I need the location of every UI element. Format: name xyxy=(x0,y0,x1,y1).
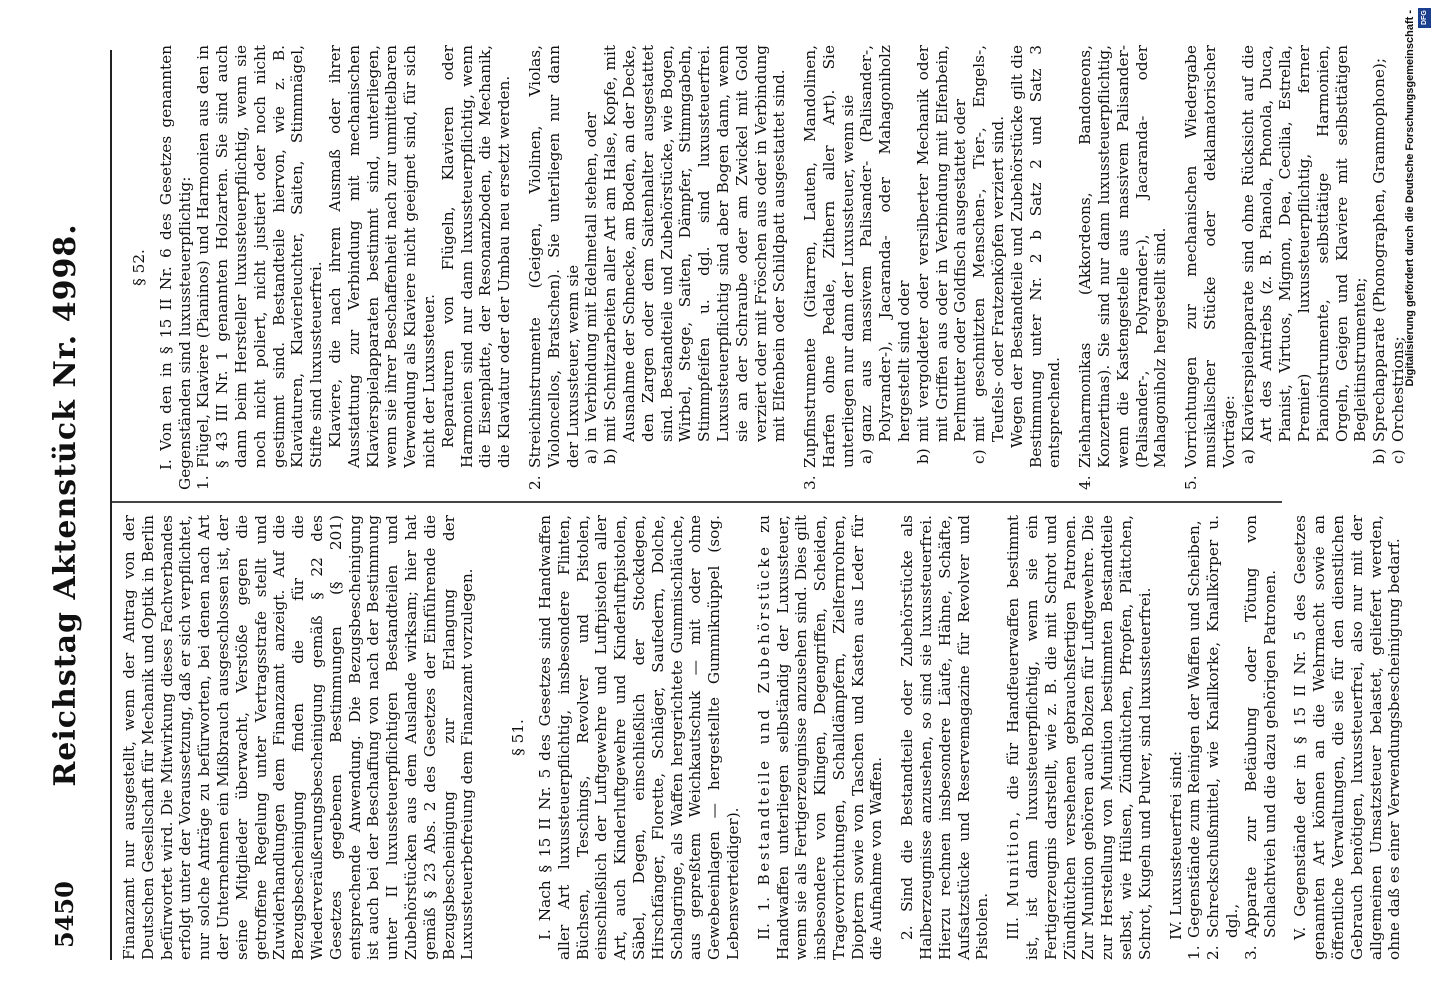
sub-item xyxy=(1370,45,1389,490)
sub-item-letter: a) xyxy=(1238,448,1257,464)
paragraph-iv-intro: IV. Luxussteuerfrei sind: xyxy=(1166,750,1185,940)
sub-item-letter: b) xyxy=(1370,448,1389,464)
list-item-number: 5. xyxy=(1182,475,1201,490)
list-item xyxy=(1204,515,1242,960)
sub-item xyxy=(970,45,1008,490)
dfg-logo-icon: DFG xyxy=(1418,8,1431,28)
sub-item xyxy=(1239,45,1371,490)
sub-item-text: Sprechapparate (Phonographen, Grammophone); xyxy=(1370,57,1389,442)
list-item-text: Vorrichtungen zur mechanischen Wiedergabe musikalischer Stücke oder deklamatorischer Vorträge: xyxy=(1182,45,1238,468)
list-item-text: Gegenstände zum Reinigen der Waffen und Scheiben, xyxy=(1185,520,1204,938)
header-rule xyxy=(110,50,112,960)
list-item-text: Apparate zur Betäubung oder Tötung von Schlachtvieh und die dazu gehörigen Patronen. xyxy=(1241,515,1279,938)
list-item-text: Zupfinstrumente (Gitarren, Lauten, Mandolinen, Harfen ohne Pedale, Zithern aller Art). Sie unterliegen nur dann der Luxussteuer, wenn sie xyxy=(801,45,857,468)
page-header xyxy=(38,50,108,960)
list-item-text: Schreckschußmittel, wie Knallkorke, Knallkörper u. dgl., xyxy=(1204,515,1242,938)
list-item-1 xyxy=(194,45,326,490)
list-item-number: 2. xyxy=(1204,945,1223,960)
paragraph-ii-1-rest: zu Handwaffen unterliegen selbständig der Luxussteuer, wenn sie als Fertigerzeugnisse anzusehen sind. Dies gilt insbesondere von Klingen, Degengriffen, Scheiden, Tragevorrichtungen, Schalldämpfern, Zielfernrohren, Dioptern sowie von Taschen und Kasten aus Leder für die Aufnahme von Waffen. xyxy=(754,515,886,960)
list-item xyxy=(1242,515,1280,960)
list-item-text: Flügel, Klaviere (Pianinos) und Harmonien aus den in § 43 III Nr. 1 genannten Holzarten. Sie sind auch dann beim Hersteller luxussteuerpflichtig, wenn sie noch nicht poliert, nicht justiert oder noch nicht gestimmt sind. Bestandteile hiervon, wie z. B. Klaviaturen, Klavierleuchter, Saiten, Stimmnägel, Stifte sind luxussteuerfrei. xyxy=(194,45,326,468)
digitization-watermark xyxy=(1400,10,1428,990)
list-item-number: 3. xyxy=(1241,945,1260,960)
paragraph-iii xyxy=(1004,515,1154,960)
list-item-number: 1. xyxy=(194,475,213,490)
paragraph-ii-1 xyxy=(755,515,887,960)
list-item-text: Streichinstrumente (Geigen, Violinen, Violas, Violoncellos, Bratschen). Sie unterliegen nur dann der Luxussteuer, wenn sie xyxy=(525,45,582,468)
list-item-3-paragraph-2: Wegen der Bestandteile und Zubehörstücke gilt die Bestimmung unter Nr. 2 b Satz 2 und Satz 3 entsprechend. xyxy=(1007,45,1064,468)
list-item-4 xyxy=(1076,45,1170,490)
sub-item-text: Orchestrions; xyxy=(1389,336,1407,442)
paragraph-iii-rest: die für Handfeuerwaffen bestimmt ist, ist dann luxussteuerpflichtig, wenn sie ein Fertigerzeugnis darstellt, wie z. B. die mit Schrot und Zündhütchen versehenen gebrauchsfertigen Patronen. Zur Munition gehören auch Bolzen für Luftgewehre. Die zur Herstellung von Munition bestimmten Bestandteile selbst, wie Hülsen, Zündhütchen, Pfropfen, Plättchen, Schrot, Kugeln und Pulver, sind luxussteuerfrei. xyxy=(1004,515,1154,960)
list-item-2 xyxy=(526,45,582,490)
page-title: Reichstag Aktenstück Nr. 4998. xyxy=(48,223,83,787)
list-item-1-paragraph-2: Klaviere, die nach ihrem Ausmaß oder ihrer Ausstattung zur Verbindung mit mechanischen Klavierspielapparaten bestimmt sind, unterliegen, wenn sie ihrer Beschaffenheit nach zur unmittelbaren Verwendung als Klaviere nicht geeignet sind, für sich nicht der Luxussteuer. xyxy=(325,45,438,468)
paragraph-iii-spaced: Munition, xyxy=(1004,809,1023,908)
list-item-3 xyxy=(801,45,857,490)
sub-item xyxy=(857,45,913,490)
list-item-text: Ziehharmonikas (Akkordeons, Bandoneons, Konzertinas). Sie sind nur dann luxussteuerpflichtig, wenn die Kastengestelle aus massivem Palisander- (Palisander-, Polyrander-), Jacaranda- oder Mahagoniholz hergestellt sind. xyxy=(1076,45,1170,468)
watermark-text: Digitalisierung gefördert durch die Deutsche Forschungsgemeinschaft - xyxy=(1404,10,1416,387)
section-heading-51: § 51. xyxy=(509,719,528,756)
paragraph-iii-lead: III. xyxy=(1004,917,1023,940)
paragraph-ii-1-lead: II. 1. xyxy=(754,896,773,940)
sub-item-letter: a) xyxy=(582,448,601,464)
paragraph-v: V. Gegenstände der in § 15 II Nr. 5 des Gesetzes genannten Art können an die Wehrmacht sowie an öffentliche Verwaltungen, die sie für den dienstlichen Gebrauch benötigen, luxussteuerfrei, also nur mit der allgemeinen Umsatzsteuer belastet, geliefert werden, ohne daß es einer Verwendungsbescheinigung bedarf. xyxy=(1291,515,1404,960)
sub-item xyxy=(601,45,789,490)
list-item-number: 3. xyxy=(801,475,820,490)
paragraph-52-intro: I. Von den in § 15 II Nr. 6 des Gesetzes genannten Gegenständen sind luxussteuerpflichtig: xyxy=(156,45,194,490)
right-column xyxy=(120,45,1408,490)
sub-item-text: mit vergoldeter oder versilberter Mechanik oder mit Griffen aus oder in Verbindung mit Elfenbein, Perlmutter oder Goldfisch ausgestattet oder xyxy=(913,45,970,442)
paragraph-ii-2: 2. Sind die Bestandteile oder Zubehörstücke als Halberzeugnisse anzusehen, so sind sie luxussteuerfrei. Hierzu rechnen insbesondere Läufe, Hähne, Schäfte, Aufsatzstücke und Reservemagazine für Revolver und Pistolen. xyxy=(898,515,992,960)
sub-item xyxy=(914,45,970,490)
column-divider xyxy=(112,501,1282,503)
paragraph-i: I. Nach § 15 II Nr. 5 des Gesetzes sind Handwaffen aller Art luxussteuerpflichtig, insbesondere Flinten, Büchsen, Teschings, Revolver und Pistolen, einschließlich der Luftgewehre und Luftpistolen aller Art, auch Kinderluftgewehre und Kinderluftpistolen, Säbel, Degen, einschließlich der Stockdegen, Hirschfänger, Florette, Schläger, Saufedern, Dolche, Schlagringe, als Waffen hergerichtete Gummischläuche, aus gepreßtem Weichkautschuk — mit oder ohne Gewebeeinlagen — hergestellte Gummiknüppel (sog. Lebensverteidiger). xyxy=(535,515,742,960)
list-item-1-paragraph-3: Reparaturen von Flügeln, Klavieren oder Harmonien sind nur dann luxussteuerpflichtig, wenn die Eisenplatte, der Resonanzboden, die Mechanik, die Klaviatur oder der Umbau neu ersetzt werden. xyxy=(438,45,514,468)
sub-item xyxy=(582,45,601,490)
sub-item-letter: b) xyxy=(601,448,620,464)
paragraph-ii-1-spaced: Bestandteile und Zubehörstücke xyxy=(754,544,773,886)
list-item-number: 2. xyxy=(525,475,544,490)
sub-item-text: mit Schnitzarbeiten aller Art am Halse, Kopfe, mit Ausnahme der Schnecke, am Boden, an der Decke, den Zargen oder dem Saitenhalter ausgestattet sind. Bestandteile und Zubehörstücke, wie Bogen, Wirbel, Stege, Saiten, Dämpfer, Stimmgabeln, Stimmpfeifen u. dgl. sind luxussteuerfrei. Luxussteuerpflichtig sind aber Bogen dann, wenn sie an der Schraube oder am Zwickel mit Gold verziert oder mit Fröschen aus oder in Verbindung mit Elfenbein oder Schildpatt ausgestattet sind. xyxy=(601,45,789,442)
left-column xyxy=(120,515,1404,960)
sub-item-letter: c) xyxy=(970,449,989,464)
sub-item-text: Klavierspielapparate sind ohne Rücksicht auf die Art des Antriebs (z. B. Pianola, Phonola, Duca, Pianist, Virtuos, Mignon, Dea, Cecilia, Estrella, Premier) luxussteuerpflichtig, ferner Pianoinstrumente, selbsttätige Harmonien, Orgeln, Geigen und Klaviere mit selbsttätigen Begleitinstrumenten; xyxy=(1238,45,1370,442)
page-number: 5450 xyxy=(50,881,79,948)
sub-item-letter: a) xyxy=(857,448,876,464)
list-item-5 xyxy=(1182,45,1238,490)
list-item-number: 1. xyxy=(1185,945,1204,960)
list-item-number: 4. xyxy=(1076,475,1095,490)
list-item xyxy=(1185,515,1204,960)
sub-item-text: ganz aus massivem Palisander- (Palisander-, Polyrander-), Jacaranda- oder Mahagoniholz hergestellt sind oder xyxy=(857,45,914,442)
section-heading-52: § 52. xyxy=(130,249,148,286)
intro-paragraph: Finanzamt nur ausgestellt, wenn der Antrag von der Deutschen Gesellschaft für Mechanik und Optik in Berlin befürwortet wird. Die Mitwirkung dieses Fachverbandes erfolgt unter der Voraussetzung, daß er sich verpflichtet, nur solche Anträge zu befürworten, bei denen nach Art der Unternehmen ein Mißbrauch ausgeschlossen ist, der seine Mitglieder überwacht, Verstöße gegen die getroffene Regelung unter Vertragsstrafe stellt und Zuwiderhandlungen dem Finanzamt anzeigt. Auf die Bezugsbescheinigung finden die für die Wiederveräußerungsbescheinigung gemäß § 22 des Gesetzes gegebenen Bestimmungen (§ 201) entsprechende Anwendung. Die Bezugsbescheinigung ist auch bei der Beschaffung von nach der Bestimmung unter II luxussteuerpflichtigen Bestandteilen und Zubehörstücken aus dem Auslande wirksam; hier hat gemäß § 23 Abs. 2 des Gesetzes der Einführende die Bezugsbescheinigung zur Erlangung der Luxussteuerbefreiung dem Finanzamt vorzulegen. xyxy=(120,515,477,960)
sub-item-letter: b) xyxy=(913,448,932,464)
sub-item-letter: c) xyxy=(1389,449,1407,464)
sub-item-text: mit geschnitzten Menschen-, Tier-, Engels-, Teufels- oder Fratzenköpfen verziert sind. xyxy=(970,45,1008,442)
sub-item-text: in Verbindung mit Edelmetall stehen, oder xyxy=(582,112,601,442)
